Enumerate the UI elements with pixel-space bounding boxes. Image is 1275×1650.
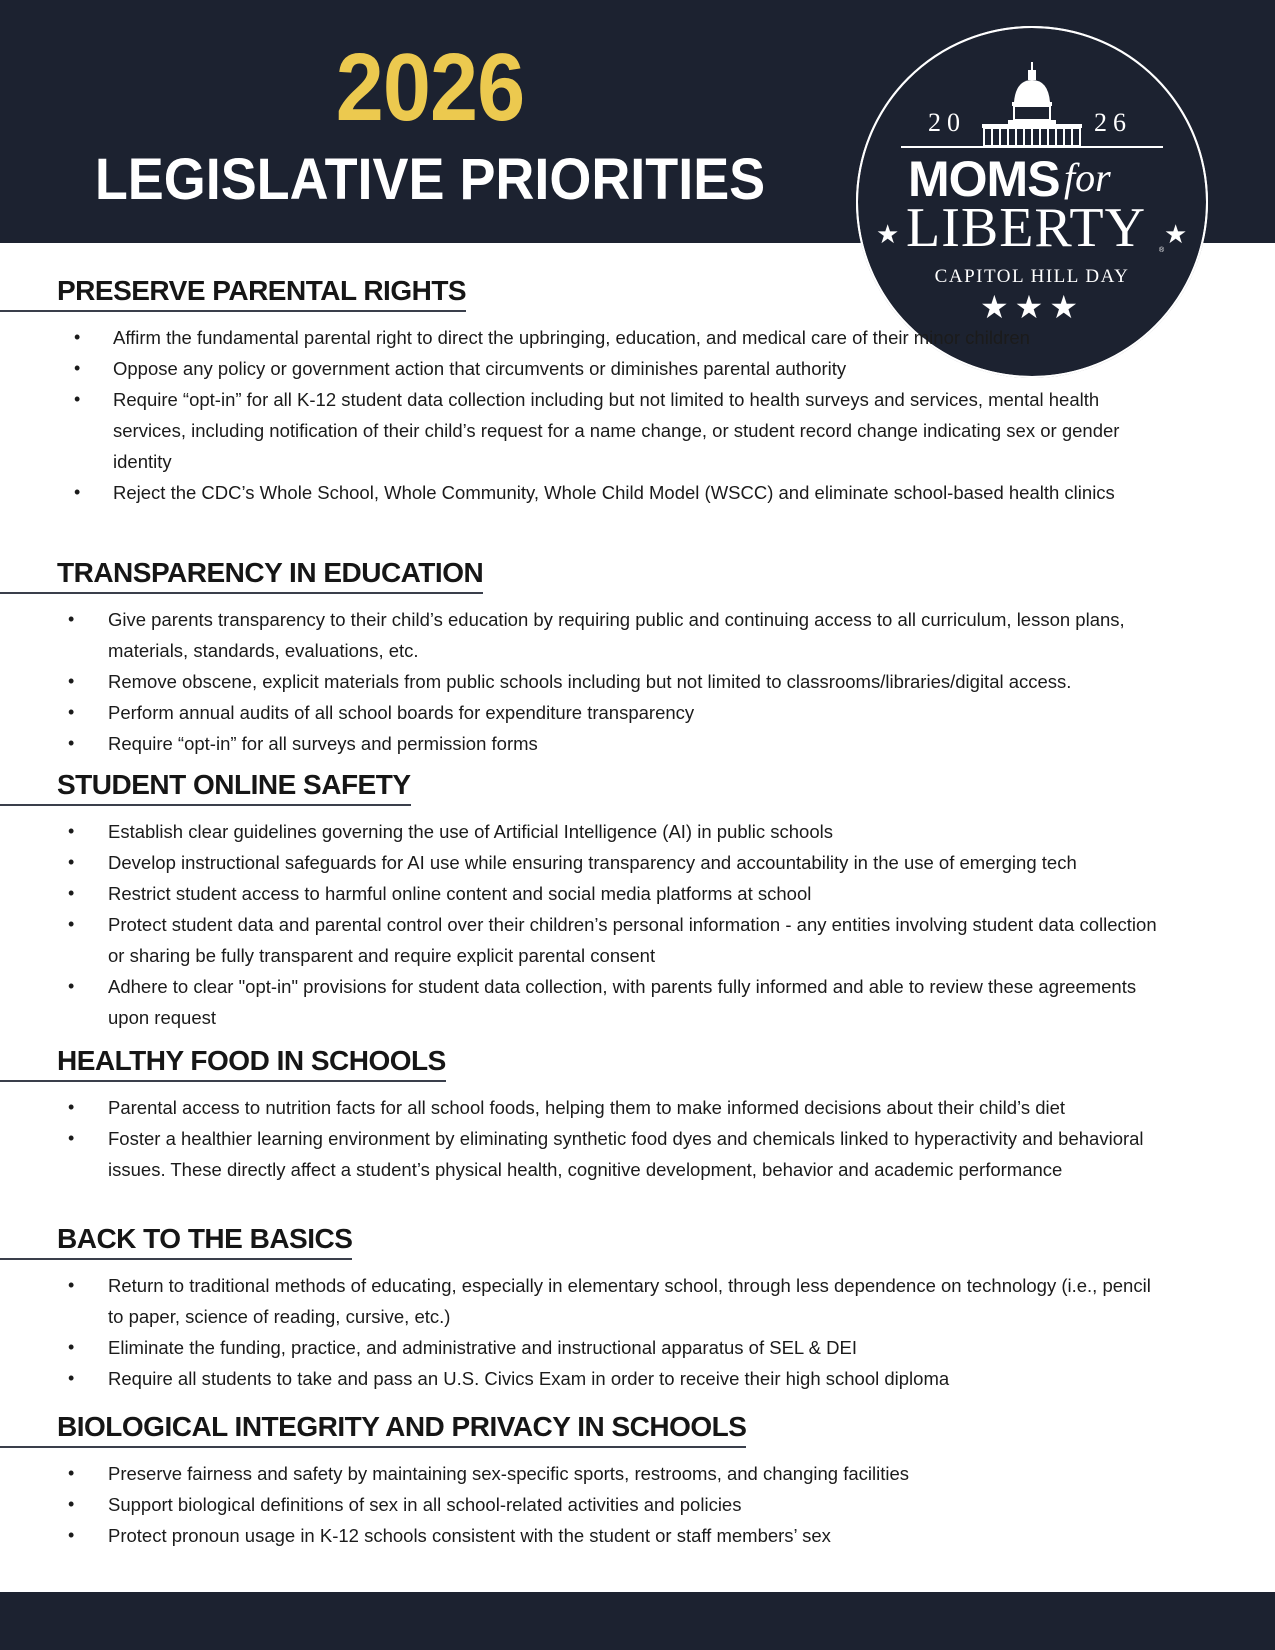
list-item-text: Foster a healthier learning environment by eliminating synthetic food dyes and chemicals linked to hyperactivity and behavioral issues. These directly affect a student’s physical health, cognitive development, behavior and academic performance [108, 1128, 1144, 1180]
list-item-text: Restrict student access to harmful online content and social media platforms at school [108, 883, 812, 904]
section-heading: BIOLOGICAL INTEGRITY AND PRIVACY IN SCHOOLS [0, 1410, 746, 1448]
logo-divider [901, 146, 1163, 148]
logo-for: for [1064, 155, 1111, 200]
list-item [0, 971, 1168, 1033]
list-item-text: Establish clear guidelines governing the use of Artificial Intelligence (AI) in public schools [108, 821, 833, 842]
logo-subtitle: CAPITOL HILL DAY [934, 266, 1130, 287]
priority-section [0, 1222, 1275, 1394]
list-item [0, 1363, 1168, 1394]
list-item [0, 847, 1168, 878]
list-item [0, 728, 1168, 759]
three-stars-icon: ★★★ [979, 289, 1085, 325]
priority-section [0, 556, 1275, 759]
bullet-icon: • [68, 733, 75, 753]
list-item [0, 1520, 1168, 1551]
list-item [0, 604, 1168, 666]
star-icon: ★ [876, 219, 900, 249]
list-item-text: Adhere to clear "opt-in" provisions for student data collection, with parents fully informed and able to review these agreements upon request [108, 976, 1137, 1028]
bullet-icon: • [68, 1097, 75, 1117]
capitol-building-icon [980, 62, 1084, 148]
bullet-icon: • [68, 1128, 75, 1148]
section-heading: PRESERVE PARENTAL RIGHTS [0, 274, 466, 312]
list-item [0, 1270, 1168, 1332]
list-item-text: Protect pronoun usage in K-12 schools consistent with the student or staff members’ sex [108, 1525, 831, 1546]
bullet-icon: • [74, 358, 81, 378]
list-item-text: Support biological definitions of sex in all school-related activities and policies [108, 1494, 742, 1515]
priority-section [0, 1044, 1275, 1185]
list-item-text: Affirm the fundamental parental right to direct the upbringing, education, and medical care of their minor children [113, 327, 1030, 348]
priority-section [0, 1410, 1275, 1551]
section-heading: HEALTHY FOOD IN SCHOOLS [0, 1044, 446, 1082]
bullet-icon: • [68, 976, 75, 996]
bullet-icon: • [68, 914, 75, 934]
list-item-text: Eliminate the funding, practice, and administrative and instructional apparatus of SEL & DEI [108, 1337, 857, 1358]
list-item-text: Oppose any policy or government action that circumvents or diminishes parental authority [113, 358, 847, 379]
logo-year-right: 26 [1094, 108, 1132, 137]
logo-moms: MOMS [908, 151, 1060, 207]
list-item-text: Return to traditional methods of educating, especially in elementary school, through less dependence on technology (i.e., pencil to paper, science of reading, cursive, etc.) [108, 1275, 1151, 1327]
priority-section [0, 768, 1275, 1033]
star-icon: ★ [1164, 219, 1188, 249]
list-item [0, 1332, 1168, 1363]
list-item-text: Require all students to take and pass an U.S. Civics Exam in order to receive their high school diploma [108, 1368, 950, 1389]
bullet-list [0, 1458, 1275, 1551]
list-item-text: Require “opt-in” for all K-12 student data collection including but not limited to health surveys and services, mental health services, including notification of their child’s request for a name change, or student record change indicating sex or gender identity [113, 389, 1120, 472]
list-item [0, 322, 1153, 353]
footer-banner [0, 1592, 1275, 1650]
bullet-icon: • [68, 609, 75, 629]
list-item [0, 477, 1153, 508]
bullet-list [0, 322, 1275, 508]
page-title: LEGISLATIVE PRIORITIES [94, 147, 766, 212]
list-item-text: Develop instructional safeguards for AI use while ensuring transparency and accountability in the use of emerging tech [108, 852, 1077, 873]
priority-section [0, 274, 1275, 508]
bullet-icon: • [68, 1275, 75, 1295]
list-item [0, 1092, 1168, 1123]
bullet-list [0, 816, 1275, 1033]
section-heading: BACK TO THE BASICS [0, 1222, 352, 1260]
list-item [0, 1489, 1168, 1520]
bullet-icon: • [74, 482, 81, 502]
bullet-icon: • [74, 389, 81, 409]
bullet-icon: • [68, 1368, 75, 1388]
list-item-text: Perform annual audits of all school boards for expenditure transparency [108, 702, 695, 723]
list-item [0, 1123, 1168, 1185]
bullet-icon: • [68, 1494, 75, 1514]
header-year: 2026 [335, 34, 525, 141]
registered-mark: ® [1159, 247, 1165, 254]
bullet-list [0, 604, 1275, 759]
bullet-icon: • [68, 821, 75, 841]
list-item-text: Give parents transparency to their child’s education by requiring public and continuing access to all curriculum, lesson plans, materials, standards, evaluations, etc. [108, 609, 1125, 661]
bullet-icon: • [68, 883, 75, 903]
list-item-text: Reject the CDC’s Whole School, Whole Community, Whole Child Model (WSCC) and eliminate school-based health clinics [113, 482, 1115, 503]
list-item [0, 1458, 1168, 1489]
section-heading: STUDENT ONLINE SAFETY [0, 768, 411, 806]
list-item [0, 909, 1168, 971]
bullet-icon: • [68, 1463, 75, 1483]
bullet-icon: • [68, 852, 75, 872]
logo-year-left: 20 [928, 108, 966, 137]
list-item [0, 878, 1168, 909]
bullet-list [0, 1270, 1275, 1394]
list-item-text: Parental access to nutrition facts for all school foods, helping them to make informed decisions about their child’s diet [108, 1097, 1066, 1118]
list-item [0, 666, 1168, 697]
bullet-icon: • [68, 1337, 75, 1357]
list-item-text: Preserve fairness and safety by maintaining sex-specific sports, restrooms, and changing facilities [108, 1463, 910, 1484]
list-item [0, 384, 1153, 477]
bullet-icon: • [68, 1525, 75, 1545]
section-heading: TRANSPARENCY IN EDUCATION [0, 556, 483, 594]
list-item [0, 816, 1168, 847]
list-item [0, 697, 1168, 728]
list-item-text: Require “opt-in” for all surveys and permission forms [108, 733, 538, 754]
logo-liberty: LIBERTY [906, 197, 1147, 259]
bullet-list [0, 1092, 1275, 1185]
bullet-icon: • [74, 327, 81, 347]
list-item-text: Protect student data and parental control over their children’s personal information - any entities involving student data collection or sharing be fully transparent and require explicit parental consent [108, 914, 1157, 966]
list-item-text: Remove obscene, explicit materials from public schools including but not limited to classrooms/libraries/digital access. [108, 671, 1072, 692]
bullet-icon: • [68, 702, 75, 722]
bullet-icon: • [68, 671, 75, 691]
list-item [0, 353, 1153, 384]
